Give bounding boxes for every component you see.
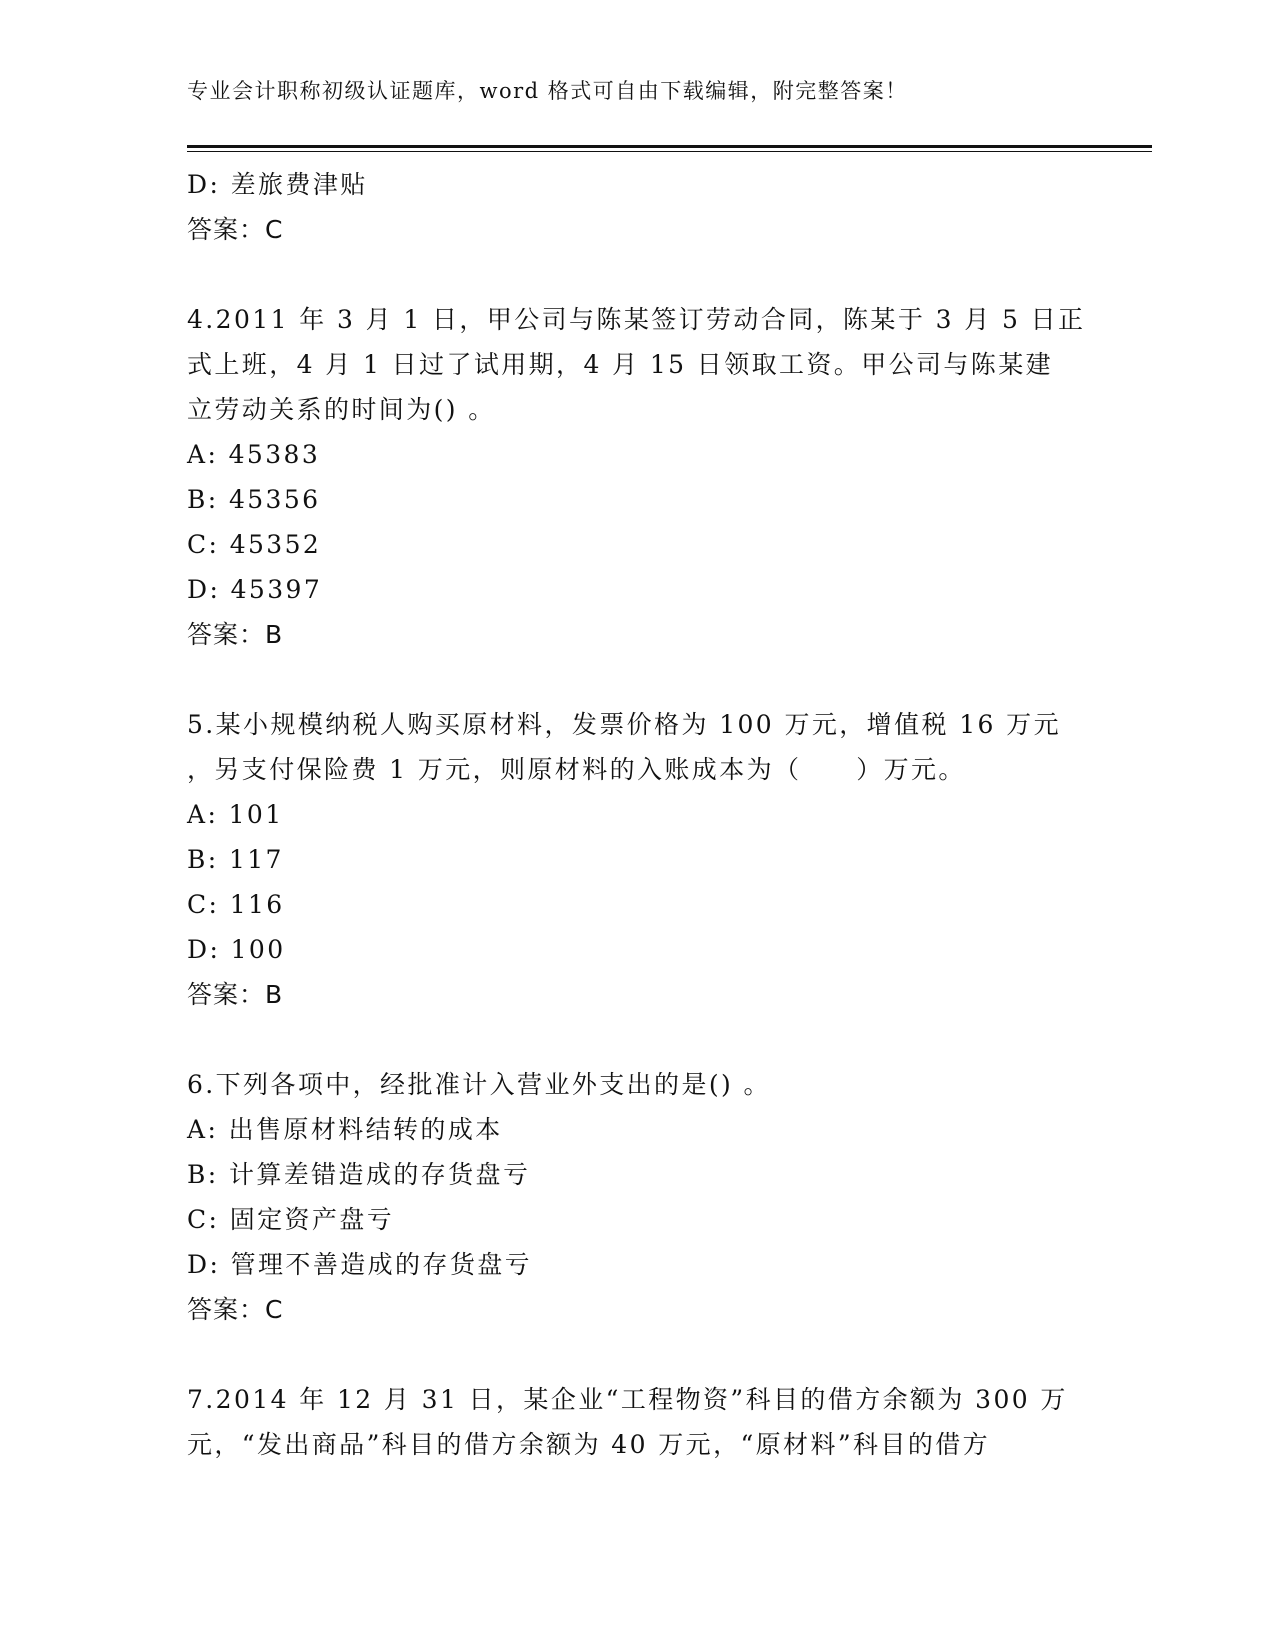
text-line: 5.某小规模纳税人购买原材料，发票价格为 100 万元，增值税 16 万元 bbox=[187, 710, 1061, 739]
header-rule-thick bbox=[187, 145, 1152, 148]
answer-line: 答案：B bbox=[187, 980, 284, 1009]
text-line: 4.2011 年 3 月 1 日，甲公司与陈某签订劳动合同，陈某于 3 月 5 日正 bbox=[187, 305, 1086, 334]
text-line: D: 45397 bbox=[187, 575, 323, 604]
text-line: B: 计算差错造成的存货盘亏 bbox=[187, 1160, 531, 1189]
answer-line: 答案：B bbox=[187, 620, 284, 649]
text-line: 元，“发出商品”科目的借方余额为 40 万元，“原材料”科目的借方 bbox=[187, 1430, 991, 1459]
text-line: B: 45356 bbox=[187, 485, 321, 514]
paragraph-gap bbox=[187, 1017, 1087, 1062]
text-line: 立劳动关系的时间为() 。 bbox=[187, 395, 496, 424]
document-body bbox=[187, 162, 1087, 1467]
text-line: A: 45383 bbox=[187, 440, 321, 469]
page-header: 专业会计职称初级认证题库，word 格式可自由下载编辑，附完整答案！ bbox=[187, 79, 908, 103]
answer-line: 答案：C bbox=[187, 1295, 284, 1324]
text-line: D: 管理不善造成的存货盘亏 bbox=[187, 1250, 533, 1279]
text-line: A: 101 bbox=[187, 800, 284, 829]
text-line: 式上班，4 月 1 日过了试用期，4 月 15 日领取工资。甲公司与陈某建 bbox=[187, 350, 1054, 379]
text-line: C: 固定资产盘亏 bbox=[187, 1205, 395, 1234]
text-line: D: 100 bbox=[187, 935, 286, 964]
text-line: D: 差旅费津贴 bbox=[187, 170, 368, 199]
answer-line: 答案：C bbox=[187, 215, 284, 244]
paragraph-gap bbox=[187, 657, 1087, 702]
paragraph-gap bbox=[187, 1332, 1087, 1377]
header-rule-thin bbox=[187, 151, 1152, 152]
text-line: C: 45352 bbox=[187, 530, 322, 559]
text-line: 6.下列各项中，经批准计入营业外支出的是() 。 bbox=[187, 1070, 771, 1099]
text-line: ，另支付保险费 1 万元，则原材料的入账成本为（ ）万元。 bbox=[187, 755, 966, 784]
text-line: 7.2014 年 12 月 31 日，某企业“工程物资”科目的借方余额为 300 万 bbox=[187, 1385, 1068, 1414]
text-line: C: 116 bbox=[187, 890, 285, 919]
paragraph-gap bbox=[187, 252, 1087, 297]
text-line: A: 出售原材料结转的成本 bbox=[187, 1115, 503, 1144]
text-line: B: 117 bbox=[187, 845, 284, 874]
